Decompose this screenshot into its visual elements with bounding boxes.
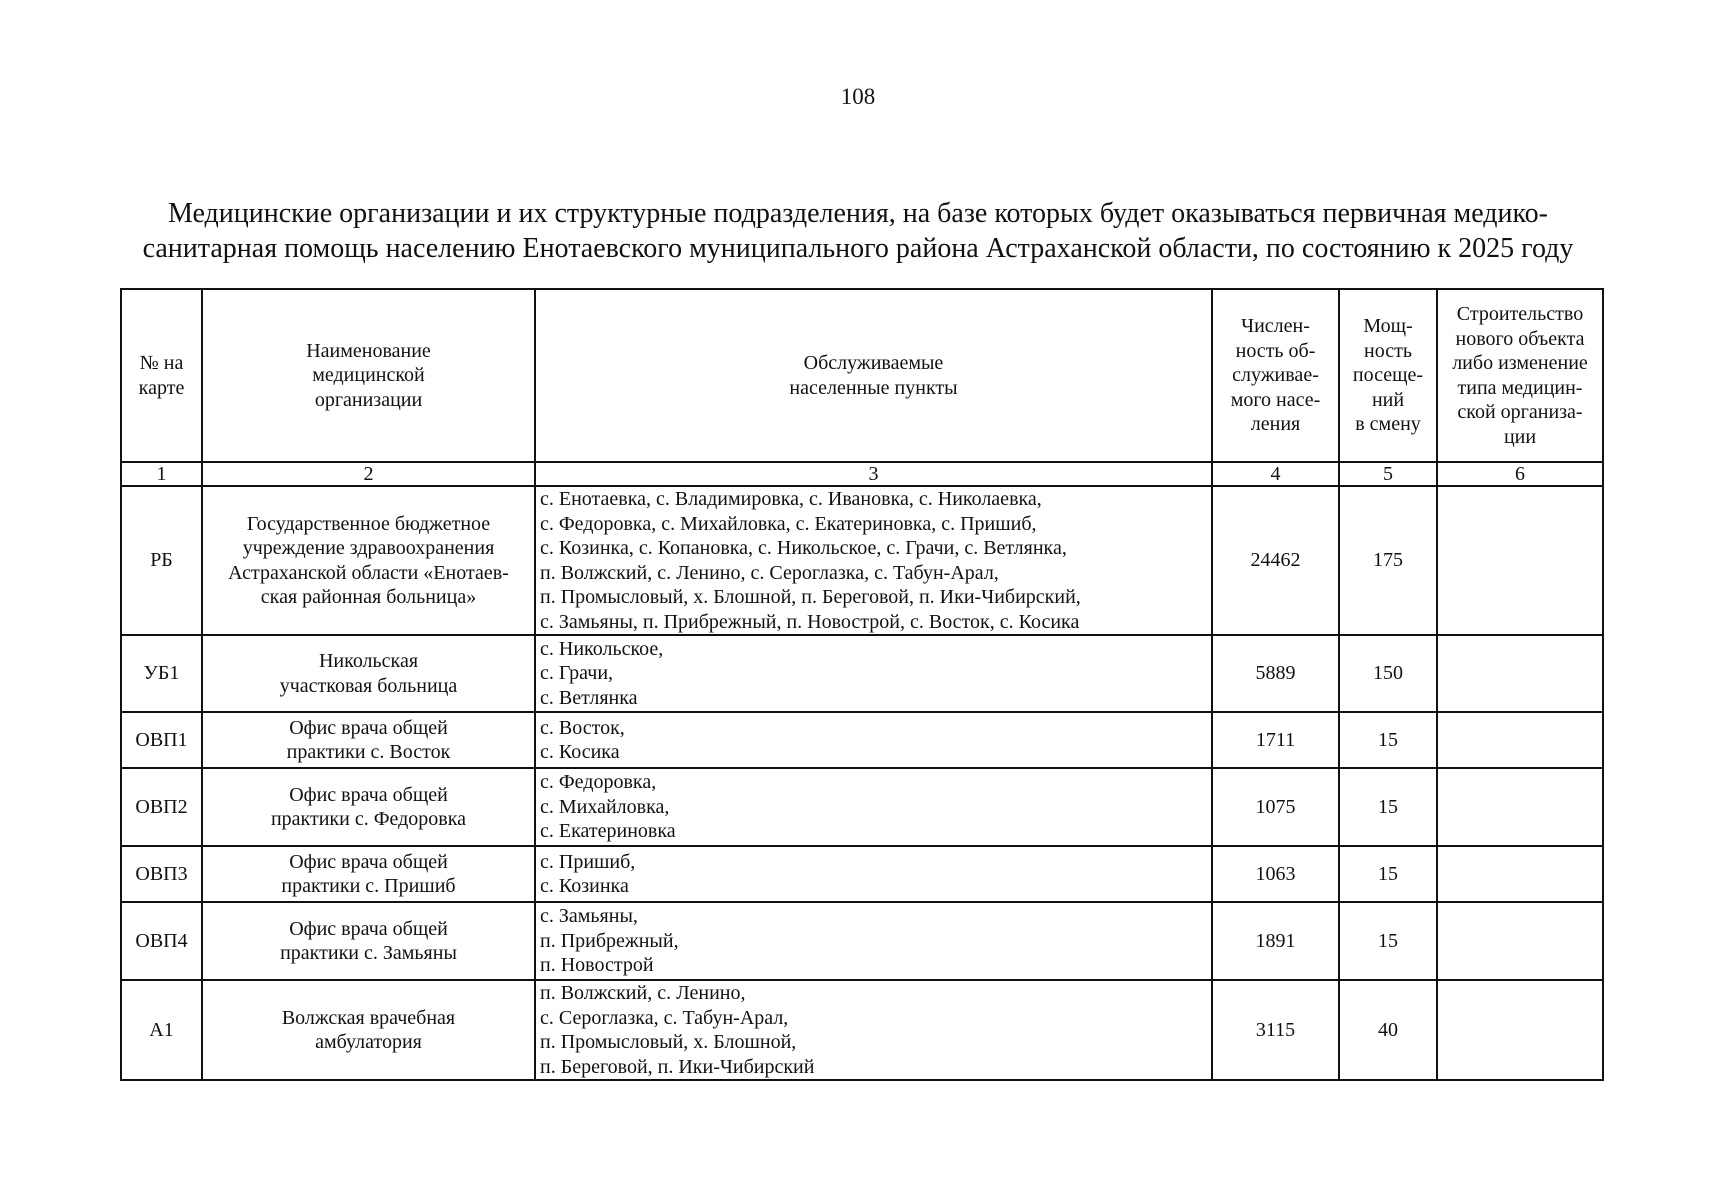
settlement-line: п. Волжский, с. Ленино, с. Сероглазка, с. Табун-Арал, [540,561,999,584]
header-text-line: ской организа- [1457,401,1583,423]
capacity-cell: 15 [1339,712,1437,768]
population-cell: 5889 [1212,635,1339,712]
organization-name-cell [202,768,535,846]
header-text-line: Обслуживаемые [803,352,944,374]
organization-name-line: Государственное бюджетное [246,512,491,535]
table-row [121,768,1603,846]
capacity-cell: 15 [1339,768,1437,846]
header-text-line: карте [138,376,185,399]
organization-name-line: Офис врача общей [289,850,448,873]
organization-name-line: практики с. Пришиб [281,875,456,897]
organization-name-line: Никольская [318,650,419,672]
column-number: 6 [1437,462,1603,486]
organization-name-line: Офис врача общей [289,783,448,806]
page-number: 108 [840,84,876,109]
column-number-row [121,462,1603,486]
column-number: 5 [1339,462,1437,486]
settlement-line: с. Михайловка, [540,795,670,818]
construction-cell [1437,712,1603,768]
table-row [121,902,1603,980]
settlement-line: п. Промысловый, х. Блошной, [540,1031,797,1053]
header-row [121,289,1603,462]
header-text-line: служивае- [1232,364,1319,387]
organization-name-line: Волжская врачебная [281,1006,456,1029]
table-row [121,486,1603,635]
organization-name-line: ская районная больница» [260,586,477,608]
column-number: 4 [1212,462,1339,486]
capacity-cell: 15 [1339,846,1437,902]
served-settlements-cell [535,486,1212,635]
served-settlements-cell [535,902,1212,980]
medical-organizations-table [120,288,1604,1081]
header-organization-name [202,289,535,462]
header-text-line: ления [1250,413,1301,436]
header-text-line: Строительство [1456,303,1584,325]
header-text-line: организации [314,388,423,411]
header-text-line: Числен- [1241,315,1310,338]
settlement-line: с. Козинка, с. Копановка, с. Никольское, с. Грачи, с. Ветлянка, [540,537,1067,559]
settlement-line: с. Енотаевка, с. Владимировка, с. Ивановка, с. Николаевка, [540,488,1042,510]
settlement-line: с. Пришиб, [540,850,636,873]
served-settlements-cell [535,768,1212,846]
organization-name-line: Офис врача общей [289,716,448,739]
header-text-line: медицинской [312,364,425,387]
organization-name-line: амбулатория [315,1031,422,1053]
population-cell: 1891 [1212,902,1339,980]
construction-cell [1437,486,1603,635]
organization-name-line: практики с. Замьяны [280,942,457,964]
header-text-line: населенные пункты [789,376,958,399]
title-line: Медицинские организации и их структурные подразделения, на базе которых будет оказываться первичная медико- [167,198,1549,229]
header-text-line: ции [1503,425,1537,448]
document-title [110,196,1606,266]
settlement-line: с. Федоровка, [540,771,657,794]
construction-cell [1437,980,1603,1080]
settlement-line: п. Прибрежный, [540,929,679,952]
organization-name-cell [202,902,535,980]
settlement-line: с. Косика [540,741,620,763]
settlement-line: с. Никольское, [540,637,664,660]
organization-name-line: практики с. Федоровка [270,808,467,830]
organization-name-cell [202,635,535,712]
served-settlements-cell [535,980,1212,1080]
map-code-cell: А1 [121,980,202,1080]
organization-name-line: Астраханской области «Енотаев- [228,561,509,584]
construction-cell [1437,846,1603,902]
map-code-cell: ОВП3 [121,846,202,902]
settlement-line: с. Сероглазка, с. Табун-Арал, [540,1006,789,1029]
settlement-line: с. Замьяны, [540,905,638,928]
header-text-line: № на [139,352,184,374]
header-text-line: ность об- [1235,339,1316,362]
capacity-cell: 175 [1339,486,1437,635]
settlement-line: с. Козинка [540,875,629,897]
settlement-line: п. Волжский, с. Ленино, [540,982,746,1004]
map-code-cell: РБ [121,486,202,635]
title-line: санитарная помощь населению Енотаевского муниципального района Астраханской области, по состоянию к 2025 году [142,233,1574,264]
served-settlements-cell [535,712,1212,768]
settlement-line: с. Федоровка, с. Михайловка, с. Екатериновка, с. Пришиб, [540,512,1037,535]
header-text-line: Мощ- [1363,315,1413,338]
header-text-line: ность [1364,339,1412,362]
table-row [121,712,1603,768]
construction-cell [1437,768,1603,846]
header-construction [1437,289,1603,462]
map-code-cell: УБ1 [121,635,202,712]
served-settlements-cell [535,635,1212,712]
settlement-line: с. Восток, [540,716,625,739]
settlement-line: п. Промысловый, х. Блошной, п. Береговой, п. Ики-Чибирский, [540,586,1081,608]
header-capacity [1339,289,1437,462]
population-cell: 1075 [1212,768,1339,846]
header-text-line: Наименование [306,339,431,362]
map-code-cell: ОВП1 [121,712,202,768]
header-population [1212,289,1339,462]
construction-cell [1437,635,1603,712]
header-served-settlements [535,289,1212,462]
table-body [121,486,1603,1080]
settlement-line: п. Новострой [540,954,654,977]
organization-name-line: учреждение здравоохранения [242,537,495,559]
table-row [121,846,1603,902]
organization-name-cell [202,980,535,1080]
settlement-line: с. Ветлянка [540,686,638,709]
map-code-cell: ОВП4 [121,902,202,980]
settlement-line: п. Береговой, п. Ики-Чибирский [540,1055,815,1078]
organization-name-cell [202,712,535,768]
column-number: 3 [535,462,1212,486]
header-map-number [121,289,202,462]
column-number: 1 [121,462,202,486]
construction-cell [1437,902,1603,980]
table-row [121,980,1603,1080]
organization-name-line: Офис врача общей [289,917,448,940]
header-text-line: ний [1371,388,1405,411]
organization-name-cell [202,846,535,902]
capacity-cell: 150 [1339,635,1437,712]
population-cell: 1063 [1212,846,1339,902]
settlement-line: с. Екатериновка [540,820,676,843]
header-text-line: мого насе- [1230,388,1321,411]
capacity-cell: 40 [1339,980,1437,1080]
map-code-cell: ОВП2 [121,768,202,846]
column-number: 2 [202,462,535,486]
header-text-line: либо изменение [1452,352,1588,374]
header-text-line: типа медицин- [1457,376,1583,399]
header-text-line: в смену [1355,413,1421,436]
header-text-line: посеще- [1352,364,1424,387]
organization-name-line: участковая больница [279,674,458,697]
organization-name-cell [202,486,535,635]
settlement-line: с. Грачи, [540,662,614,685]
header-text-line: нового объекта [1455,327,1585,350]
organization-name-line: практики с. Восток [286,741,451,763]
population-cell: 24462 [1212,486,1339,635]
capacity-cell: 15 [1339,902,1437,980]
settlement-line: с. Замьяны, п. Прибрежный, п. Новострой, с. Восток, с. Косика [540,610,1080,633]
population-cell: 1711 [1212,712,1339,768]
population-cell: 3115 [1212,980,1339,1080]
table-row [121,635,1603,712]
served-settlements-cell [535,846,1212,902]
